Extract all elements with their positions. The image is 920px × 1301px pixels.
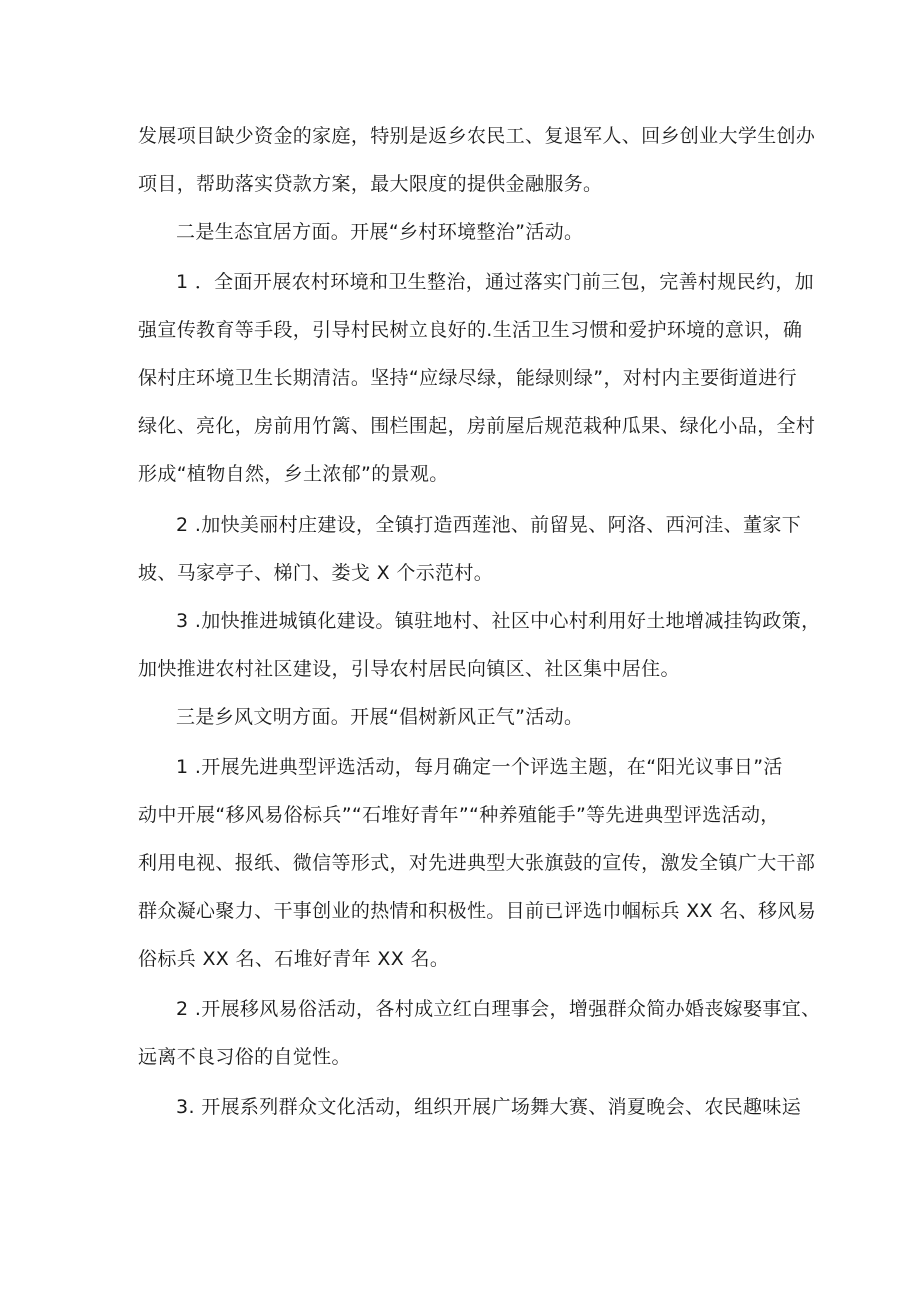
text-line: 动中开展“移风易俗标兵”“石堆好青年”“种养殖能手”等先进典型评选活动，: [138, 804, 780, 826]
list-item-3-line: 3 .加快推进城镇化建设。镇驻地村、社区中心村利用好土地增减挂钩政策，: [176, 610, 821, 632]
text-line: 俗标兵 XX 名、石堆好青年 XX 名。: [138, 948, 450, 970]
text-line: 强宣传教育等手段，引导村民树立良好的.生活卫生习惯和爱护环境的意识，确: [138, 319, 803, 341]
list-item-2-line: 2 .开展移风易俗活动，各村成立红白理事会，增强群众简办婚丧嫁娶事宜、: [176, 998, 821, 1020]
text-line: 发展项目缺少资金的家庭，特别是返乡农民工、复退军人、回乡创业大学生创办: [138, 125, 816, 147]
text-line: 利用电视、报纸、微信等形式，对先进典型大张旗鼓的宣传，激发全镇广大干部: [138, 852, 816, 874]
text-line: 形成“植物自然，乡土浓郁”的景观。: [138, 463, 449, 485]
text-line: 群众凝心聚力、干事创业的热情和积极性。目前已评选巾帼标兵 XX 名、移风易: [138, 900, 817, 922]
text-line: 绿化、亮化，房前用竹篱、围栏围起，房前屋后规范栽种瓜果、绿化小品，全村: [138, 415, 816, 437]
text-line: 项目，帮助落实贷款方案，最大限度的提供金融服务。: [138, 173, 603, 195]
text-line: 保村庄环境卫生长期清洁。坚持“应绿尽绿，能绿则绿”，对村内主要街道进行: [138, 367, 797, 389]
section-heading-civility: 三是乡风文明方面。开展“倡树新风正气”活动。: [176, 706, 584, 728]
list-item-1-line: 1 .开展先进典型评选活动，每月确定一个评选主题，在“阳光议事日”活: [176, 756, 783, 778]
list-item-2-line: 2 .加快美丽村庄建设，全镇打造西莲池、前留晃、阿洛、西河洼、董家下: [176, 514, 802, 536]
list-item-3-line: 3. 开展系列群众文化活动，组织开展广场舞大赛、消夏晚会、农民趣味运: [176, 1096, 802, 1118]
text-line: 远离不良习俗的自觉性。: [138, 1046, 351, 1068]
text-line: 加快推进农村社区建设，引导农村居民向镇区、社区集中居住。: [138, 658, 680, 680]
section-heading-ecology: 二是生态宜居方面。开展“乡村环境整治”活动。: [176, 221, 584, 243]
list-item-1-line: 1 ．全面开展农村环境和卫生整治，通过落实门前三包，完善村规民约，加: [176, 271, 815, 293]
text-line: 坡、马家亭子、梯门、娄戈 X 个示范村。: [138, 562, 494, 584]
